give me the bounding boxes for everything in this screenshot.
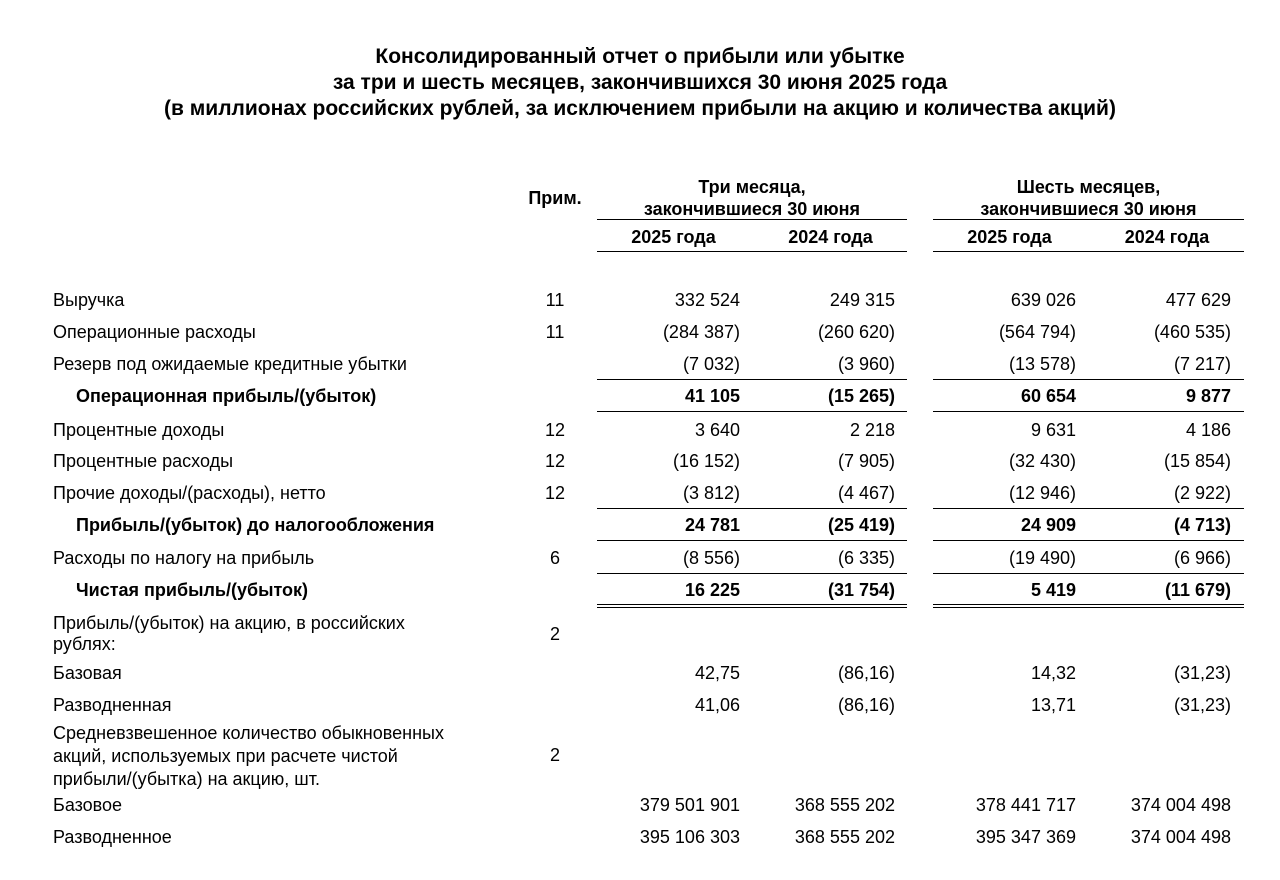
value-3m-2024: (86,16) — [837, 663, 895, 683]
row-label: Выручка — [53, 290, 125, 310]
pretax-bottom-rule-3m — [597, 540, 907, 541]
year-header-3m-2024: 2024 года — [788, 227, 873, 247]
net-profit-rule-6m — [933, 573, 1244, 574]
report-title-line-3: (в миллионах российских рублей, за исключением прибыли на акцию и количества акций) — [164, 97, 1116, 120]
net-profit-double-rule-3m — [597, 604, 907, 608]
value-3m-2024: (15 265) — [827, 386, 895, 406]
value-6m-2025: (564 794) — [998, 322, 1076, 342]
six-months-header-line-2: закончившиеся 30 июня — [980, 199, 1197, 219]
six-months-header-underline — [933, 219, 1244, 220]
value-6m-2024: (11 679) — [1164, 580, 1231, 600]
year-header-3m-2025: 2025 года — [631, 227, 716, 247]
value-3m-2024: 368 555 202 — [794, 827, 895, 847]
value-6m-2024: (2 922) — [1173, 483, 1231, 503]
row-label: Базовая — [53, 663, 122, 683]
row-note: 6 — [549, 548, 560, 568]
value-3m-2025: (3 812) — [682, 483, 740, 503]
value-6m-2024: (7 217) — [1173, 354, 1231, 374]
value-6m-2025: 60 654 — [1020, 386, 1076, 406]
value-3m-2024: 249 315 — [829, 290, 895, 310]
value-3m-2024: (86,16) — [837, 695, 895, 715]
value-3m-2024: (3 960) — [837, 354, 895, 374]
value-6m-2024: (4 713) — [1173, 515, 1231, 535]
value-6m-2024: 9 877 — [1185, 386, 1231, 406]
value-3m-2025: (7 032) — [682, 354, 740, 374]
value-6m-2025: 14,32 — [1030, 663, 1076, 683]
value-6m-2025: 9 631 — [1030, 420, 1076, 440]
value-3m-2025: 379 501 901 — [639, 795, 740, 815]
row-label: Операционная прибыль/(убыток) — [76, 386, 377, 406]
value-6m-2025: (32 430) — [1008, 451, 1076, 471]
value-6m-2024: (31,23) — [1173, 695, 1231, 715]
value-3m-2024: 368 555 202 — [794, 795, 895, 815]
year-header-6m-2024: 2024 года — [1124, 227, 1210, 247]
value-3m-2025: (284 387) — [662, 322, 740, 342]
three-months-header — [597, 176, 907, 220]
eps-heading-label — [53, 613, 405, 655]
report-title-line-1: Консолидированный отчет о прибыли или убытке — [375, 45, 905, 68]
value-6m-2024: 477 629 — [1165, 290, 1231, 310]
pretax-rule-3m — [597, 508, 907, 509]
value-6m-2025: (19 490) — [1008, 548, 1076, 568]
value-3m-2025: 24 781 — [684, 515, 740, 535]
value-6m-2024: (6 966) — [1173, 548, 1231, 568]
row-note: 12 — [544, 420, 566, 440]
value-6m-2024: 374 004 498 — [1130, 795, 1231, 815]
row-note: 11 — [545, 290, 565, 310]
three-months-years-underline — [597, 251, 907, 252]
shares-heading-line-3: прибыли/(убытка) на акцию, шт. — [53, 769, 320, 789]
row-label: Процентные расходы — [53, 451, 234, 471]
value-3m-2024: 2 218 — [849, 420, 895, 440]
value-6m-2025: 378 441 717 — [975, 795, 1076, 815]
shares-heading-line-2: акций, используемых при расчете чистой — [53, 746, 398, 766]
shares-note: 2 — [549, 745, 560, 765]
value-6m-2025: (12 946) — [1008, 483, 1076, 503]
value-3m-2025: (8 556) — [682, 548, 740, 568]
value-6m-2025: 395 347 369 — [975, 827, 1076, 847]
shares-heading-line-1: Средневзвешенное количество обыкновенных — [53, 723, 444, 743]
pretax-bottom-rule-6m — [933, 540, 1244, 541]
value-3m-2025: (16 152) — [672, 451, 740, 471]
value-3m-2025: 332 524 — [674, 290, 740, 310]
subtotal-bottom-rule-3m — [597, 411, 907, 412]
three-months-header-line-2: закончившиеся 30 июня — [643, 199, 861, 219]
row-label: Чистая прибыль/(убыток) — [76, 580, 309, 600]
value-3m-2024: (25 419) — [827, 515, 895, 535]
value-6m-2024: (460 535) — [1153, 322, 1231, 342]
value-3m-2025: 41,06 — [694, 695, 740, 715]
value-6m-2025: 24 909 — [1020, 515, 1076, 535]
value-6m-2025: 5 419 — [1030, 580, 1076, 600]
value-3m-2025: 16 225 — [684, 580, 740, 600]
row-label: Резерв под ожидаемые кредитные убытки — [53, 354, 407, 374]
row-label: Операционные расходы — [53, 322, 256, 342]
value-3m-2024: (31 754) — [827, 580, 895, 600]
row-note: 12 — [544, 483, 566, 503]
value-3m-2024: (4 467) — [837, 483, 895, 503]
value-3m-2025: 395 106 303 — [639, 827, 740, 847]
pretax-rule-6m — [933, 508, 1244, 509]
net-profit-rule-3m — [597, 573, 907, 574]
three-months-header-underline — [597, 219, 907, 220]
row-label: Прибыль/(убыток) до налогообложения — [76, 515, 435, 535]
subtotal-rule-6m — [933, 379, 1244, 380]
row-label: Расходы по налогу на прибыль — [53, 548, 315, 568]
row-label: Процентные доходы — [53, 420, 225, 440]
value-6m-2025: 13,71 — [1030, 695, 1076, 715]
six-months-header-line-1: Шесть месяцев, — [1016, 177, 1161, 197]
value-6m-2025: (13 578) — [1008, 354, 1076, 374]
row-label: Базовое — [53, 795, 123, 815]
value-6m-2024: (15 854) — [1163, 451, 1231, 471]
row-label: Прочие доходы/(расходы), нетто — [53, 483, 326, 503]
three-months-header-line-1: Три месяца, — [698, 177, 806, 197]
value-3m-2025: 41 105 — [684, 386, 740, 406]
value-6m-2025: 639 026 — [1010, 290, 1076, 310]
six-months-header — [933, 176, 1244, 220]
row-label: Разводненная — [53, 695, 172, 715]
value-3m-2025: 42,75 — [694, 663, 740, 683]
report-title — [0, 44, 1280, 122]
value-6m-2024: 374 004 498 — [1130, 827, 1231, 847]
row-note: 12 — [544, 451, 566, 471]
year-header-6m-2025: 2025 года — [967, 227, 1052, 247]
value-3m-2024: (260 620) — [817, 322, 895, 342]
value-6m-2024: (31,23) — [1173, 663, 1231, 683]
value-3m-2024: (7 905) — [837, 451, 895, 471]
note-column-header: Прим. — [528, 188, 582, 208]
row-note: 11 — [545, 322, 565, 342]
eps-note: 2 — [549, 624, 560, 644]
report-title-line-2: за три и шесть месяцев, закончившихся 30 июня 2025 года — [332, 71, 948, 94]
six-months-years-underline — [933, 251, 1244, 252]
value-3m-2024: (6 335) — [837, 548, 895, 568]
eps-heading-line-2: рублях: — [53, 634, 116, 654]
eps-heading-line-1: Прибыль/(убыток) на акцию, в российских — [53, 613, 405, 633]
value-6m-2024: 4 186 — [1185, 420, 1231, 440]
shares-heading-label — [53, 722, 444, 791]
value-3m-2025: 3 640 — [694, 420, 740, 440]
row-label: Разводненное — [53, 827, 172, 847]
net-profit-double-rule-6m — [933, 604, 1244, 608]
subtotal-rule-3m — [597, 379, 907, 380]
subtotal-bottom-rule-6m — [933, 411, 1244, 412]
